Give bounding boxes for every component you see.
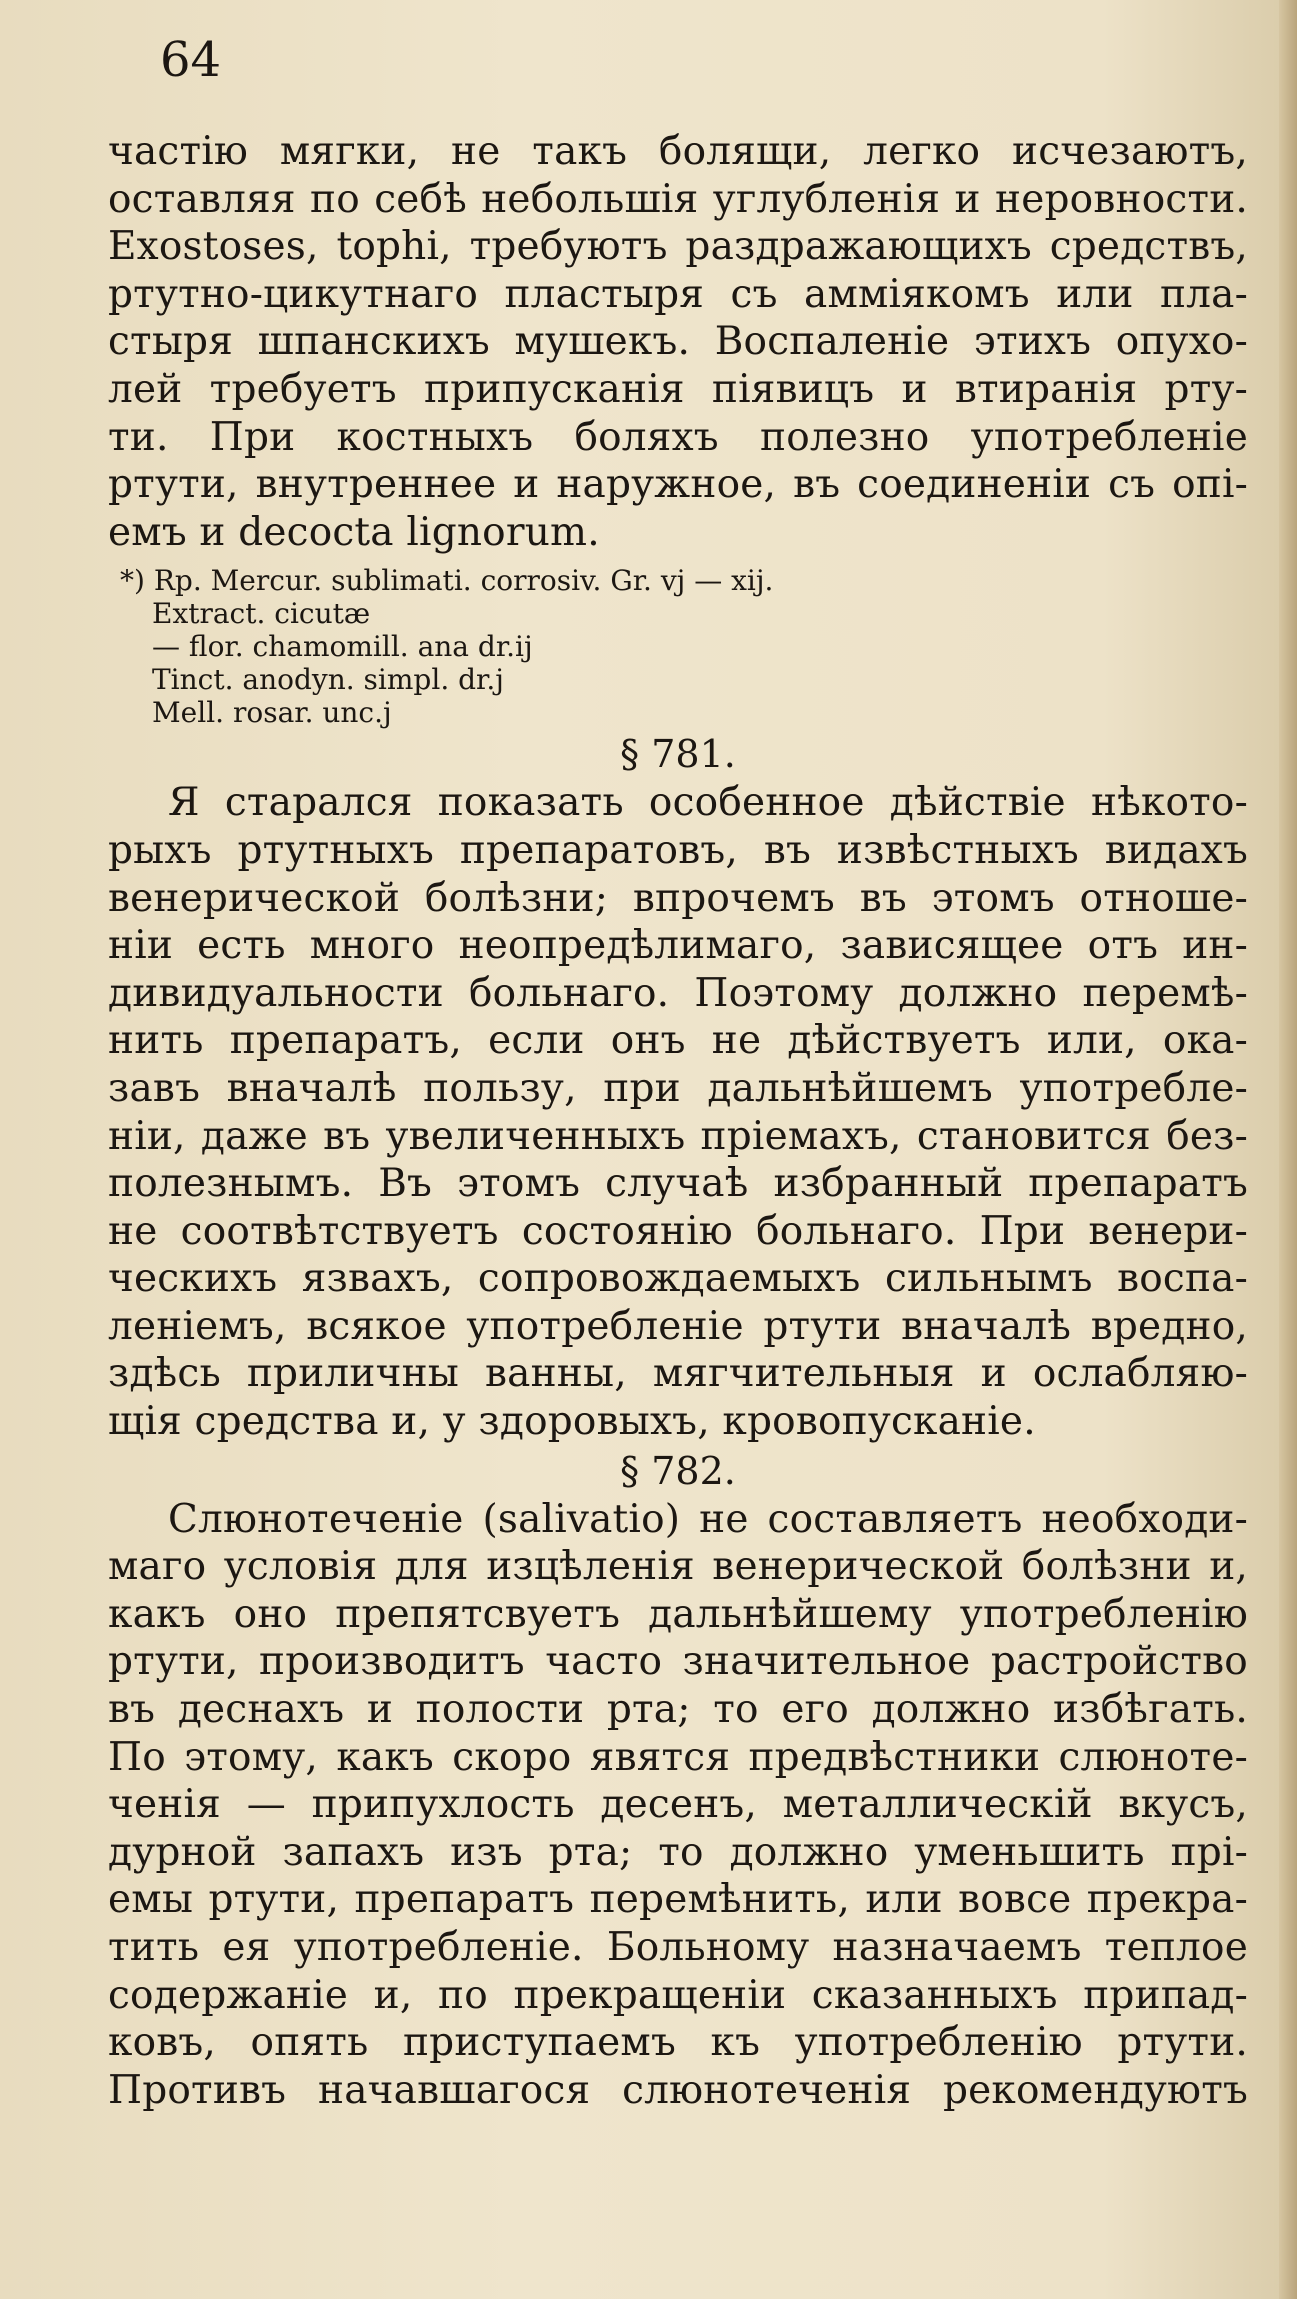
footnote-line: Mell. rosar. unc.j [152, 696, 392, 730]
text-line: тить ея употребленіе. Больному назначаемъ теплое [108, 1925, 1248, 1970]
footnote-line: — flor. chamomill. ana dr.ij [152, 630, 533, 664]
text-line: ртути, производитъ часто значительное растройство [108, 1639, 1248, 1685]
text-line: здѣсь приличны ванны, мягчительныя и ослабляю- [108, 1351, 1248, 1397]
section-heading-782: § 782. [620, 1448, 736, 1493]
section-782-paragraph [108, 1496, 1248, 2115]
text-line: ртутно-цикутнаго пластыря съ амміякомъ или пла- [108, 271, 1248, 317]
text-line: ніи есть много неопредѣлимаго, зависящее отъ ин- [108, 923, 1248, 969]
text-line: въ деснахъ и полости рта; то его должно избѣгать. [108, 1687, 1248, 1733]
text-line: Слюнотеченіе (salivatio) не составляетъ необходи- [168, 1496, 1248, 1542]
text-line: Противъ начавшагося слюнотеченія рекомендуютъ [108, 2067, 1248, 2113]
text-line: Я старался показать особенное дѣйствіе нѣкото- [168, 780, 1248, 826]
section-781-paragraph [108, 779, 1248, 1445]
text-line: частію мягки, не такъ болящи, легко исчезаютъ, [108, 129, 1248, 174]
text-line: ковъ, опять приступаемъ къ употребленію ртути. [108, 2020, 1248, 2066]
text-line: По этому, какъ скоро явятся предвѣстники слюноте- [108, 1734, 1248, 1780]
text-line: венерической болѣзни; впрочемъ въ этомъ отноше- [108, 875, 1248, 921]
text-line: оставляя по себѣ небольшія углубленія и неровности. [108, 176, 1248, 222]
footnote [108, 564, 1248, 729]
text-line: ческихъ язвахъ, сопровождаемыхъ сильнымъ воспа- [108, 1256, 1248, 1302]
text-line: лей требуетъ припусканія піявицъ и втиранія рту- [108, 366, 1248, 412]
text-line: не соотвѣтствуетъ состоянію больнаго. При венери- [108, 1208, 1248, 1254]
text-line: ти. При костныхъ боляхъ полезно употребленіе [108, 414, 1248, 460]
text-line: маго условія для изцѣленія венерической болѣзни и, [108, 1544, 1248, 1590]
page-number: 64 [160, 32, 222, 88]
text-line: ченія — припухлость десенъ, металлическій вкусъ, [108, 1782, 1248, 1828]
text-line: Exostoses, tophi, требуютъ раздражающихъ средствъ, [108, 224, 1248, 270]
continuation-paragraph [108, 128, 1248, 556]
text-line: дурной запахъ изъ рта; то должно уменьшить прі- [108, 1829, 1248, 1875]
section-heading-781: § 781. [620, 732, 736, 777]
footnote-line: *) Rp. Mercur. sublimati. corrosiv. Gr. vj — xij. [120, 564, 774, 598]
body-text [108, 128, 1248, 2114]
page-edge-shadow [1279, 0, 1297, 2299]
text-line: завъ вначалѣ пользу, при дальнѣйшемъ употребле- [108, 1065, 1248, 1111]
text-line: содержаніе и, по прекращеніи сказанныхъ припад- [108, 1972, 1248, 2018]
text-line: полезнымъ. Въ этомъ случаѣ избранный препаратъ [108, 1161, 1248, 1207]
text-line: емы ртути, препаратъ перемѣнить, или вовсе прекра- [108, 1877, 1248, 1923]
text-line: стыря шпанскихъ мушекъ. Воспаленіе этихъ опухо- [108, 319, 1248, 365]
text-line: леніемъ, всякое употребленіе ртути вначалѣ вредно, [108, 1303, 1248, 1349]
text-line: дивидуальности больнаго. Поэтому должно перемѣ- [108, 970, 1248, 1016]
footnote-line: Extract. cicutæ [152, 597, 371, 631]
text-line: нить препаратъ, если онъ не дѣйствуетъ или, ока- [108, 1018, 1248, 1064]
text-line: щія средства и, у здоровыхъ, кровопусканіе. [108, 1399, 1036, 1445]
text-line: ртути, внутреннее и наружное, въ соединеніи съ опі- [108, 462, 1248, 508]
text-line: какъ оно препятсвуетъ дальнѣйшему употребленію [108, 1591, 1248, 1637]
text-line: емъ и decocta lignorum. [108, 509, 600, 555]
text-line: рыхъ ртутныхъ препаратовъ, въ извѣстныхъ видахъ [108, 827, 1248, 873]
text-line: ніи, даже въ увеличенныхъ пріемахъ, становится без- [108, 1113, 1248, 1159]
footnote-line: Tinct. anodyn. simpl. dr.j [152, 663, 504, 697]
